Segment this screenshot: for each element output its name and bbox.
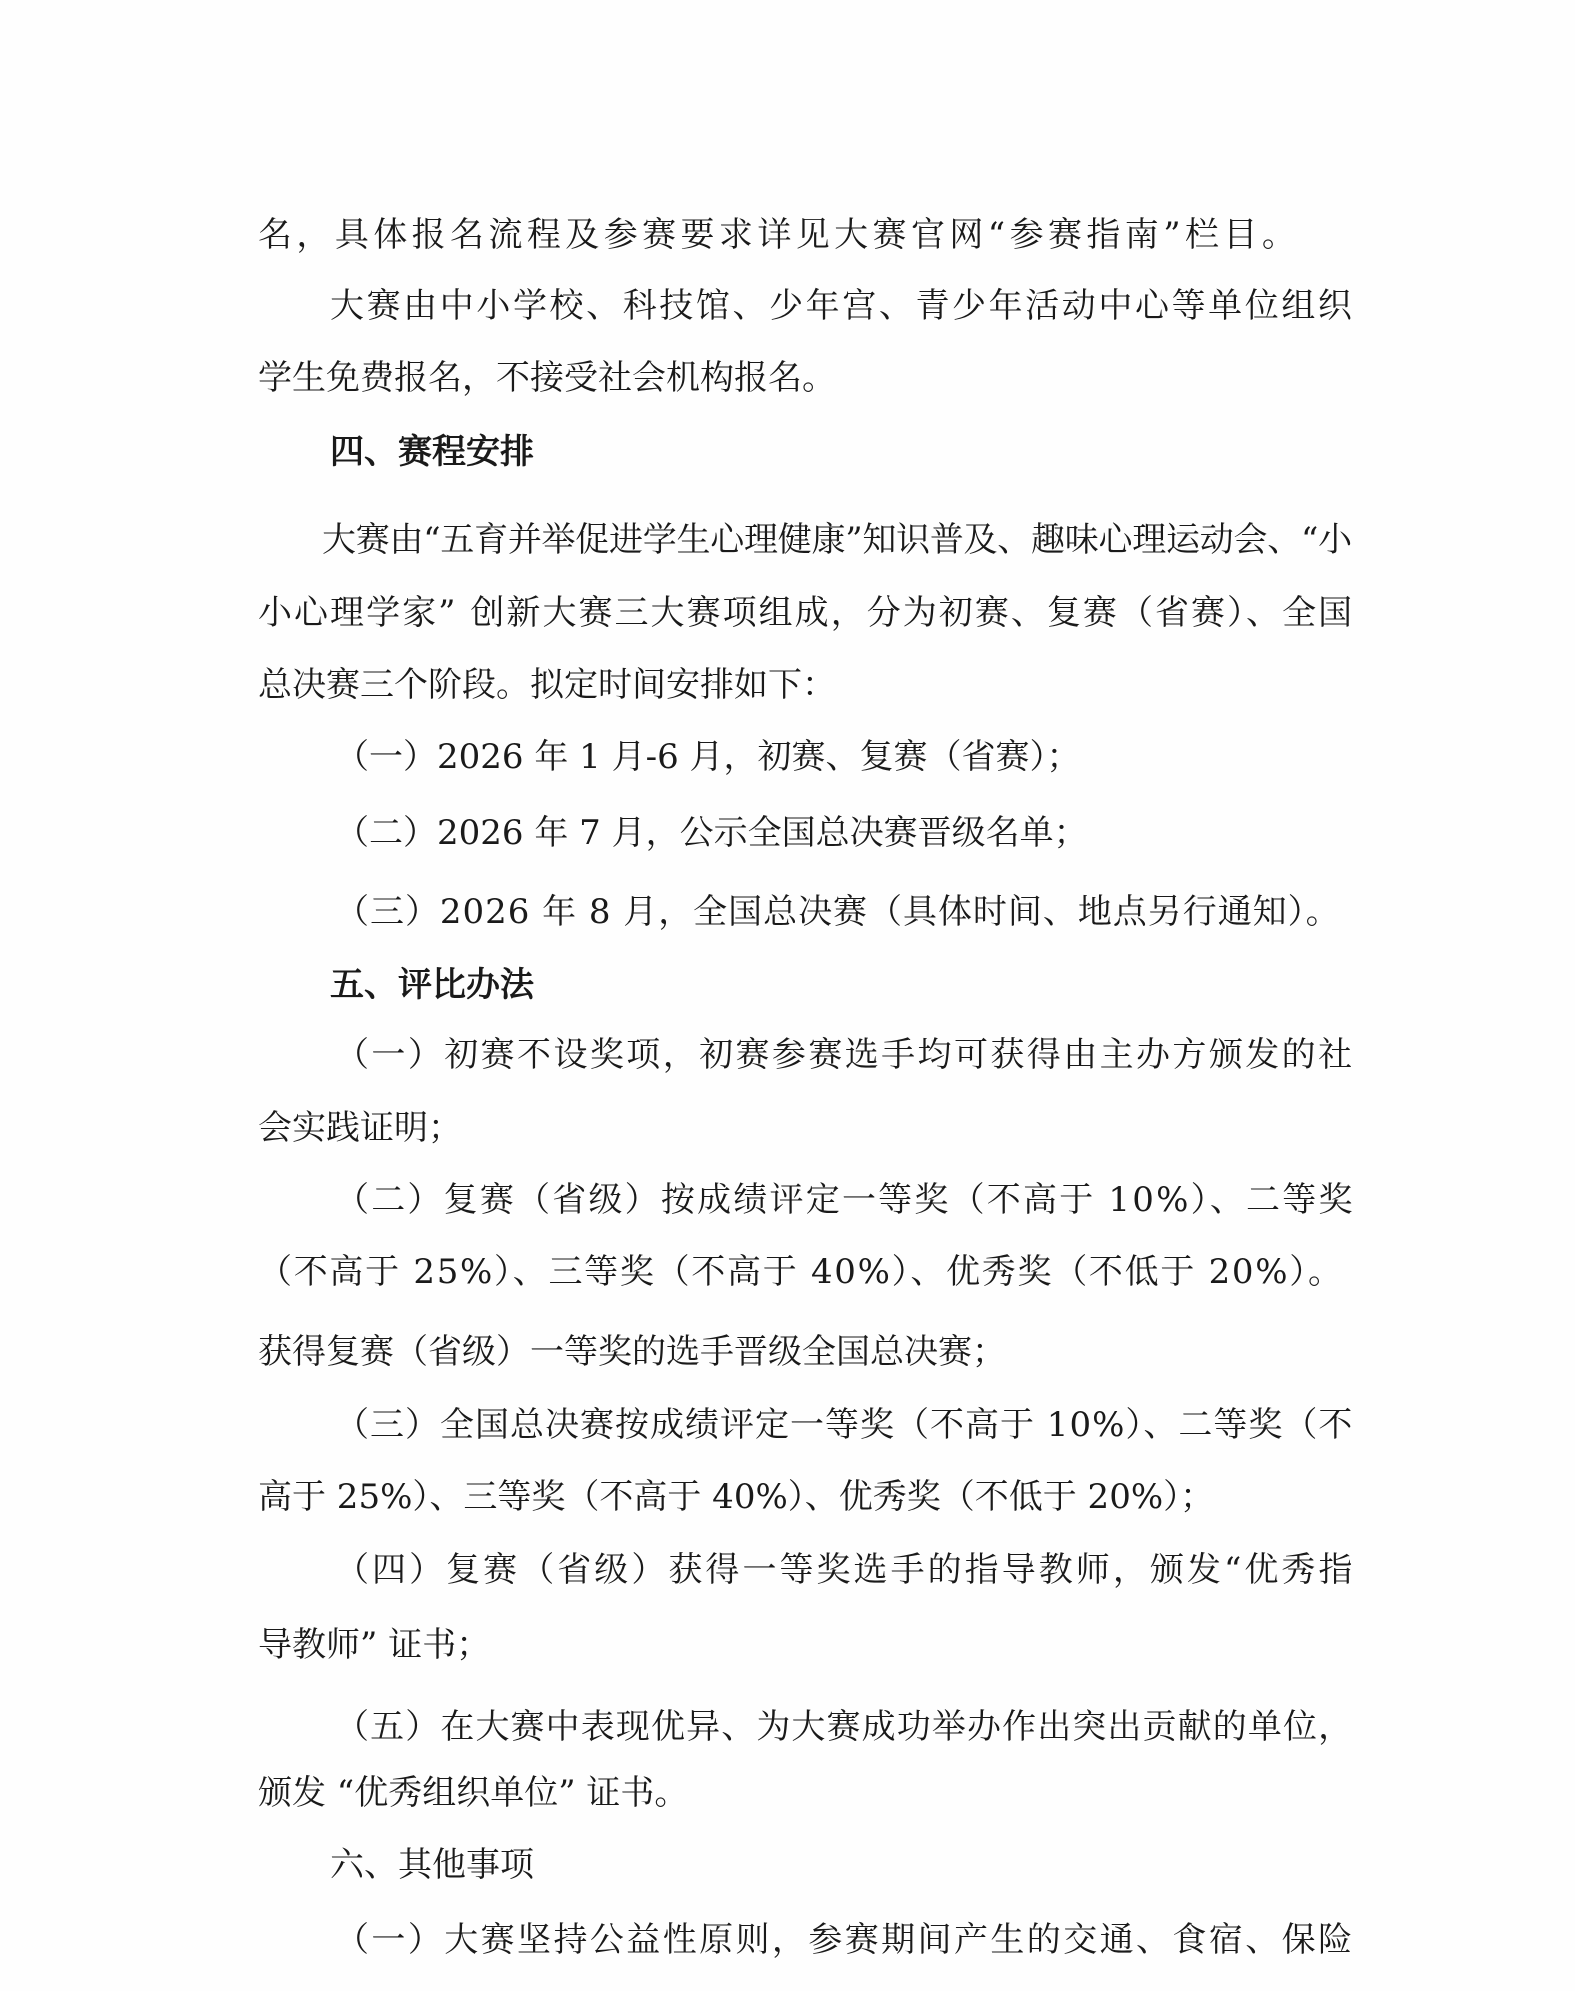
paragraph-line: 名，具体报名流程及参赛要求详见大赛官网“参赛指南”栏目。: [258, 215, 1301, 255]
paragraph-line: 小心理学家” 创新大赛三大赛项组成，分为初赛、复赛（省赛）、全国: [258, 593, 1355, 633]
paragraph-line: 高于 25%）、三等奖（不高于 40%）、优秀奖（不低于 20%）；: [258, 1477, 1215, 1517]
paragraph-line: （三）全国总决赛按成绩评定一等奖（不高于 10%）、二等奖（不: [335, 1405, 1354, 1445]
paragraph-line: 会实践证明；: [258, 1108, 462, 1148]
paragraph-line: （四）复赛（省级）获得一等奖选手的指导教师，颁发“优秀指: [335, 1550, 1356, 1590]
paragraph-line: （不高于 25%）、三等奖（不高于 40%）、优秀奖（不低于 20%）。: [258, 1252, 1344, 1292]
paragraph-line: 导教师” 证书；: [258, 1625, 491, 1665]
paragraph-line: （一）初赛不设奖项，初赛参赛选手均可获得由主办方颁发的社: [335, 1035, 1355, 1075]
paragraph-line: （一）大赛坚持公益性原则，参赛期间产生的交通、食宿、保险: [335, 1920, 1355, 1960]
paragraph-line: 获得复赛（省级）一等奖的选手晋级全国总决赛；: [258, 1332, 1006, 1372]
section-heading: 六、其他事项: [330, 1845, 534, 1885]
section-heading: 四、赛程安排: [330, 432, 534, 472]
paragraph-line: 大赛由中小学校、科技馆、少年宫、青少年活动中心等单位组织: [330, 286, 1355, 326]
paragraph-line: 颁发 “优秀组织单位” 证书。: [258, 1773, 689, 1813]
schedule-item: （二）2026 年 7 月，公示全国总决赛晋级名单；: [335, 813, 1088, 853]
paragraph-line: 总决赛三个阶段。拟定时间安排如下：: [258, 665, 836, 705]
paragraph-line: （二）复赛（省级）按成绩评定一等奖（不高于 10%）、二等奖: [335, 1180, 1355, 1220]
section-heading: 五、评比办法: [330, 965, 534, 1005]
paragraph-line: 学生免费报名，不接受社会机构报名。: [258, 358, 836, 398]
schedule-item: （一）2026 年 1 月-6 月，初赛、复赛（省赛）；: [335, 737, 1081, 777]
paragraph-line: （五）在大赛中表现优异、为大赛成功举办作出突出贡献的单位，: [335, 1707, 1354, 1747]
schedule-item: （三）2026 年 8 月，全国总决赛（具体时间、地点另行通知）。: [335, 892, 1341, 932]
paragraph-line: 大赛由“五育并举促进学生心理健康”知识普及、趣味心理运动会、“小: [322, 520, 1352, 560]
